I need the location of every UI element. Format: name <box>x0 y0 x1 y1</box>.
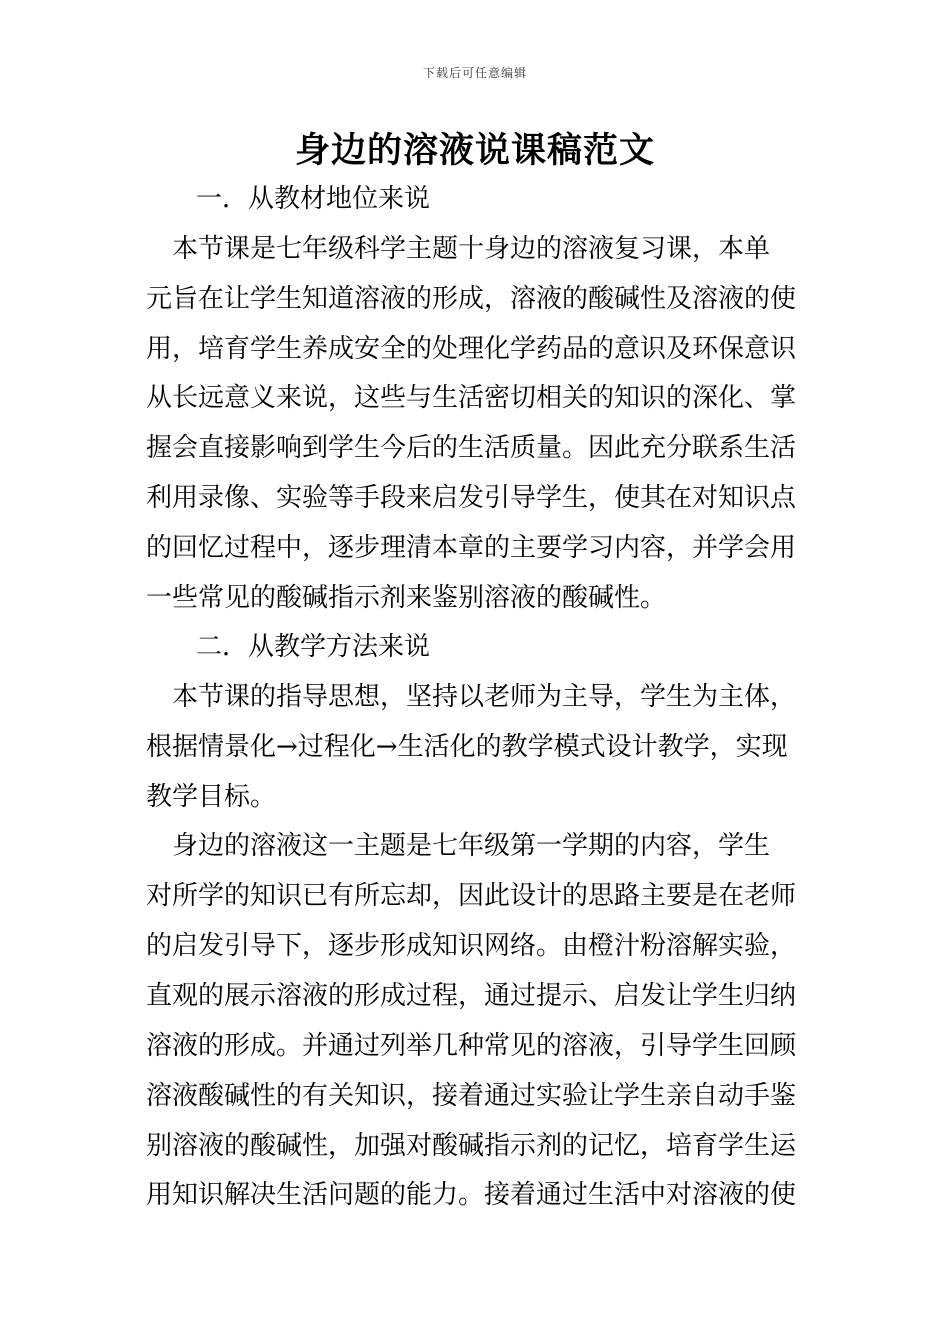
paragraph-line: 根据情景化→过程化→生活化的教学模式设计教学，实现 <box>146 732 788 762</box>
paragraph-line: 本节课是七年级科学主题十身边的溶液复习课，本单 <box>146 234 771 264</box>
document-title: 身边的溶液说课稿范文 <box>294 130 655 171</box>
paragraph-line: 的回忆过程中，逐步理清本章的主要学习内容，并学会用 <box>146 533 797 563</box>
section-heading-1: 一．从教材地位来说 <box>196 184 431 214</box>
paragraph-line: 本节课的指导思想，坚持以老师为主导，学生为主体， <box>146 682 797 712</box>
paragraph-line: 别溶液的酸碱性，加强对酸碱指示剂的记忆，培育学生运 <box>146 1131 797 1161</box>
paragraph-line: 利用录像、实验等手段来启发引导学生，使其在对知识点 <box>146 483 797 513</box>
paragraph-line: 溶液的形成。并通过列举几种常见的溶液，引导学生回顾 <box>146 1031 797 1061</box>
paragraph-line: 握会直接影响到学生今后的生活质量。因此充分联系生活 <box>146 433 797 463</box>
paragraph-line: 的启发引导下，逐步形成知识网络。由橙汁粉溶解实验， <box>146 931 797 961</box>
paragraph-line: 从长远意义来说，这些与生活密切相关的知识的深化、掌 <box>146 383 797 413</box>
paragraph-line: 身边的溶液这一主题是七年级第一学期的内容，学生 <box>146 831 771 861</box>
paragraph-line: 用，培育学生养成安全的处理化学药品的意识及环保意识 <box>146 334 797 364</box>
paragraph-line: 对所学的知识已有所忘却，因此设计的思路主要是在老师 <box>146 881 797 911</box>
header-note: 下载后可任意编辑 <box>422 66 527 80</box>
paragraph-line: 用知识解决生活问题的能力。接着通过生活中对溶液的使 <box>146 1180 797 1210</box>
section-heading-2: 二．从教学方法来说 <box>196 632 431 662</box>
paragraph-line: 直观的展示溶液的形成过程，通过提示、启发让学生归纳 <box>146 981 797 1011</box>
paragraph-line: 元旨在让学生知道溶液的形成，溶液的酸碱性及溶液的使 <box>146 284 797 314</box>
paragraph-line: 溶液酸碱性的有关知识，接着通过实验让学生亲自动手鉴 <box>146 1081 797 1111</box>
paragraph-line: 一些常见的酸碱指示剂来鉴别溶液的酸碱性。 <box>146 583 667 613</box>
paragraph-line: 教学目标。 <box>146 782 277 812</box>
